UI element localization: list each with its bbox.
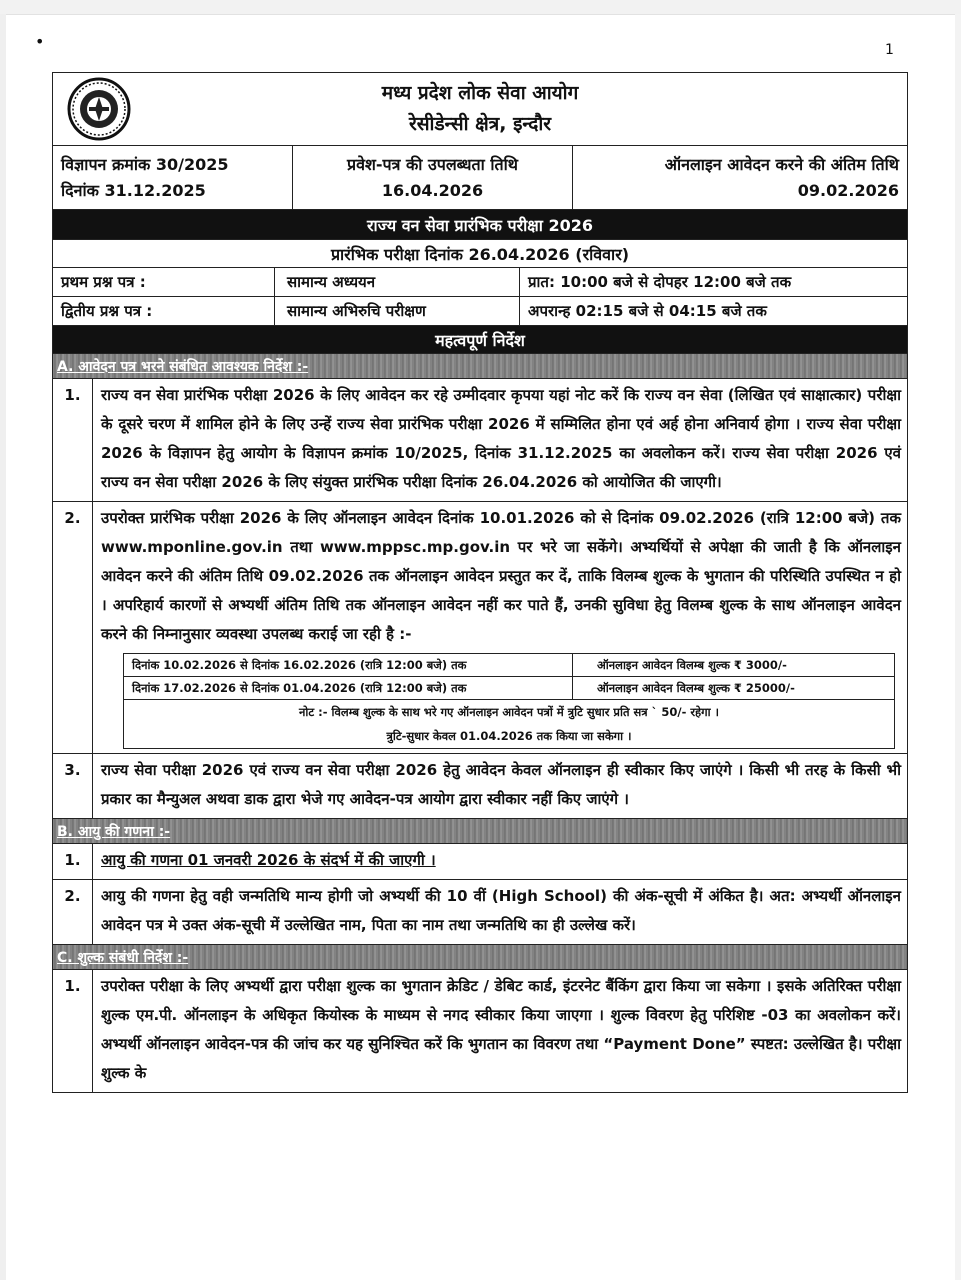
- late-fee-row: [124, 654, 894, 677]
- admit-card-label: प्रवेश-पत्र की उपलब्धता तिथि: [346, 155, 519, 174]
- paper-time: प्रात: 10:00 बजे से दोपहर 12:00 बजे तक: [528, 273, 792, 291]
- paper-subject: सामान्य अभिरुचि परीक्षण: [275, 297, 520, 325]
- org-title-block: [53, 78, 907, 140]
- exam-date-row: [52, 240, 908, 268]
- item-number: 1.: [53, 844, 93, 879]
- item-number: 1.: [53, 379, 93, 501]
- item-text: राज्य वन सेवा प्रारंभिक परीक्षा 2026 के लिए आवेदन कर रहे उम्मीदवार कृपया यहां नोट करें कि राज्य वन सेवा (लिखित एवं साक्षात्कार) परीक्षा के दूसरे चरण में शामिल होने के लिए उन्हें राज्य सेवा प्रारंभिक परीक्षा 2026 में सम्मिलित होना एवं अर्ह होना अनिवार्य होगा । राज्य सेवा परीक्षा 2026 के विज्ञापन हेतु आयोग के विज्ञापन क्रमांक 10/2025, दिनांक 31.12.2025 का अवलोकन करें। राज्य सेवा परीक्षा 2026 एवं राज्य वन सेवा परीक्षा 2026 के लिए संयुक्त प्रारंभिक परीक्षा दिनांक 26.04.2026 को आयोजित की जाएगी।: [101, 386, 901, 491]
- section-a-item-1: [52, 379, 908, 502]
- item-text-block: [93, 502, 907, 753]
- mppsc-emblem-icon: [67, 77, 131, 141]
- important-heading-bar: [52, 326, 908, 354]
- exam-title-bar: [52, 210, 908, 240]
- item-text: आयु की गणना 01 जनवरी 2026 के संदर्भ में की जाएगी ।: [101, 851, 436, 869]
- late-fee-amount: ऑनलाइन आवेदन विलम्ब शुल्क ₹ 25000/-: [597, 681, 795, 695]
- exam-title: राज्य वन सेवा प्रारंभिक परीक्षा 2026: [367, 215, 593, 235]
- section-c-bar: [52, 945, 908, 970]
- paper-time: अपरान्ह 02:15 बजे से 04:15 बजे तक: [528, 302, 767, 320]
- admit-card-date: 16.04.2026: [381, 181, 484, 200]
- item-number: 2.: [53, 502, 93, 753]
- paper-name: द्वितीय प्रश्न पत्र :: [53, 297, 275, 325]
- org-header: [52, 72, 908, 146]
- section-b-item-2: [52, 880, 908, 945]
- late-fee-period: दिनांक 17.02.2026 से दिनांक 01.04.2026 (रात्रि 12:00 बजे) तक: [124, 677, 573, 699]
- scan-right-band: [955, 14, 961, 1280]
- section-a-title: A. आवेदन पत्र भरने संबंधित आवश्यक निर्देश :-: [57, 358, 309, 375]
- item-number: 1.: [53, 970, 93, 1092]
- late-fee-row: [124, 677, 894, 700]
- paper-subject: सामान्य अध्ययन: [275, 268, 520, 296]
- advert-date: दिनांक 31.12.2025: [61, 181, 206, 200]
- late-fee-amount: ऑनलाइन आवेदन विलम्ब शुल्क ₹ 3000/-: [597, 658, 787, 672]
- page-number: 1: [885, 42, 894, 58]
- advert-number: विज्ञापन क्रमांक 30/2025: [61, 155, 229, 174]
- scan-top-band: [0, 0, 961, 15]
- section-b-title: B. आयु की गणना :-: [57, 823, 171, 840]
- late-fee-note-1: नोट :- विलम्ब शुल्क के साथ भरे गए ऑनलाइन आवेदन पत्रों में त्रुटि सुधार प्रति सत्र ` 50/- रहेगा ।: [299, 705, 719, 719]
- section-c-item-1: [52, 970, 908, 1093]
- scan-dot: •: [35, 32, 45, 51]
- paper-row-1: [52, 268, 908, 297]
- org-name: मध्य प्रदेश लोक सेवा आयोग: [381, 82, 579, 104]
- late-fee-note-2: त्रुटि-सुधार केवल 01.04.2026 तक किया जा सकेगा ।: [386, 729, 632, 743]
- item-text: उपरोक्त प्रारंभिक परीक्षा 2026 के लिए ऑनलाइन आवेदन दिनांक 10.01.2026 को से दिनांक 09.02.2026 (रात्रि 12:00 बजे) तक www.mponline.gov.in तथा www.mppsc.mp.gov.in पर भरे जा सकेंगे। अभ्यर्थियों से अपेक्षा की जाती है कि ऑनलाइन आवेदन करने की अंतिम तिथि 09.02.2026 तक ऑनलाइन आवेदन प्रस्तुत कर दें, ताकि विलम्ब शुल्क के भुगतान की परिस्थिति उपस्थित न हो । अपरिहार्य कारणों से अभ्यर्थी अंतिम तिथि तक ऑनलाइन आवेदन नहीं कर पाते हैं, उनकी सुविधा हेतु विलम्ब शुल्क के साथ ऑनलाइन आवेदन करने की निम्नानुसार व्यवस्था उपलब्ध कराई जा रही है :-: [101, 509, 901, 643]
- section-b-bar: [52, 819, 908, 844]
- section-b-item-1: [52, 844, 908, 880]
- paper-row-2: [52, 297, 908, 326]
- document-sheet: [52, 72, 908, 1195]
- paper-name: प्रथम प्रश्न पत्र :: [53, 268, 275, 296]
- item-text-block: [93, 844, 907, 879]
- section-a-bar: [52, 354, 908, 379]
- late-fee-period: दिनांक 10.02.2026 से दिनांक 16.02.2026 (रात्रि 12:00 बजे) तक: [124, 654, 573, 676]
- item-number: 2.: [53, 880, 93, 944]
- advert-number-cell: [53, 146, 293, 209]
- section-c-title: C. शुल्क संबंधी निर्देश :-: [57, 949, 189, 966]
- last-date: 09.02.2026: [797, 181, 899, 200]
- org-address: रेसीडेन्सी क्षेत्र, इन्दौर: [408, 113, 552, 135]
- admit-card-cell: [293, 146, 573, 209]
- item-number: 3.: [53, 754, 93, 818]
- item-text: राज्य सेवा परीक्षा 2026 एवं राज्य वन सेवा परीक्षा 2026 हेतु आवेदन केवल ऑनलाइन ही स्वीकार किए जाएंगे । किसी भी तरह के किसी भी प्रकार का मैन्युअल अथवा डाक द्वारा भेजे गए आवेदन-पत्र आयोग द्वारा स्वीकार नहीं किए जाएंगे ।: [101, 761, 901, 808]
- section-a-item-2: [52, 502, 908, 754]
- item-text: आयु की गणना हेतु वही जन्मतिथि मान्य होगी जो अभ्यर्थी की 10 वीं (High School) की अंक-सूची में अंकित है। अत: अभ्यर्थी ऑनलाइन आवेदन पत्र मे उक्त अंक-सूची में उल्लेखित नाम, पिता का नाम तथा जन्मतिथि का ही उल्लेख करें।: [101, 887, 901, 934]
- section-a-item-3: [52, 754, 908, 819]
- item-text: उपरोक्त परीक्षा के लिए अभ्यर्थी द्वारा परीक्षा शुल्क का भुगतान क्रेडिट / डेबिट कार्ड, इंटरनेट बैंकिंग द्वारा किया जा सकेगा । इसके अतिरिक्त परीक्षा शुल्क एम.पी. ऑनलाइन के अधिकृत कियोस्क के माध्यम से नगद स्वीकार किया जाएगा । शुल्क विवरण हेतु परिशिष्ट -03 का अवलोकन करें। अभ्यर्थी ऑनलाइन आवेदन-पत्र की जांच कर यह सुनिश्चित करें कि भुगतान का विवरण तथा “Payment Done” स्पष्टत: उल्लेखित है। परीक्षा शुल्क के: [101, 977, 901, 1082]
- last-date-cell: [573, 146, 907, 209]
- last-date-label: ऑनलाइन आवेदन करने की अंतिम तिथि: [664, 155, 899, 174]
- exam-date-line: प्रारंभिक परीक्षा दिनांक 26.04.2026 (रविवार): [330, 244, 630, 264]
- important-heading: महत्वपूर्ण निर्देश: [435, 330, 525, 350]
- advert-info-row: [52, 146, 908, 210]
- late-fee-table: [123, 653, 895, 749]
- scan-left-band: [0, 14, 6, 1280]
